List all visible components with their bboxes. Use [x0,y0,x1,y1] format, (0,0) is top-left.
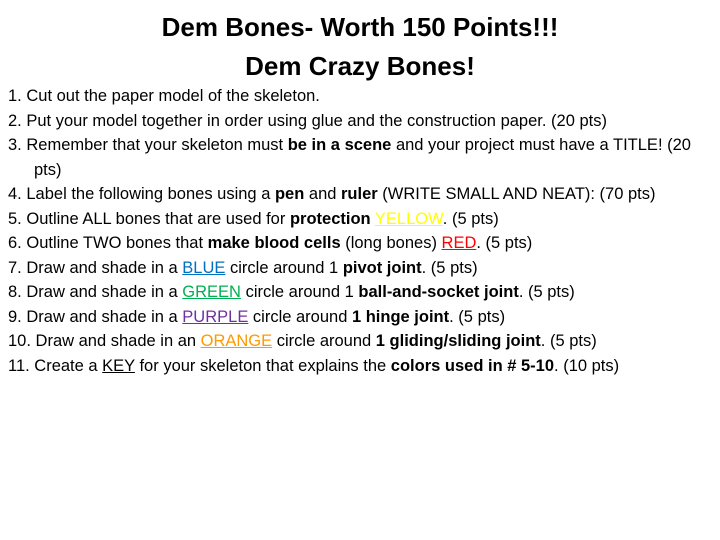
emphasis-text: colors used in # 5-10 [390,356,555,375]
page-title [0,8,720,86]
list-item-text: . (5 pts) [421,258,478,277]
list-item-text: Cut out the paper model of the skeleton. [26,87,320,105]
list-item-text: for your skeleton that explains the [134,356,391,375]
list-item-number: 3. [8,136,27,154]
color-word-blue: BLUE [182,258,226,277]
list-item-text: and [304,185,342,203]
list-item-text: and your project must have a TITLE! (20 pts) [34,136,691,179]
emphasis-text: make blood cells [207,234,341,252]
list-item-number: 10. [8,332,36,350]
list-item-text: . (5 pts) [540,332,597,350]
color-word-red: RED [441,234,477,252]
list-item [8,354,714,379]
emphasis-text: ruler [341,185,378,203]
list-item-text: Remember that your skeleton must [26,136,288,154]
emphasis-text: 1 gliding/sliding joint [375,332,541,350]
list-item-text: circle around 1 [225,258,343,277]
list-item [8,207,714,232]
color-word-orange: ORANGE [200,332,273,350]
list-item-number: 1. [8,87,27,105]
list-item-text: Draw and shade in a [26,258,183,277]
list-item-text: Draw and shade in an [35,332,201,350]
list-item-text: Label the following bones using a [26,185,275,203]
list-item-number: 9. [8,307,27,326]
list-item-text: . (10 pts) [554,356,620,375]
list-item-text: (WRITE SMALL AND NEAT): (70 pts) [377,185,656,203]
list-item [8,231,714,256]
emphasis-text: pen [274,185,305,203]
emphasis-text: protection [289,209,371,228]
list-item-number: 7. [8,258,27,277]
emphasis-text: be in a scene [287,136,392,154]
list-item-text: Draw and shade in a [26,307,183,326]
list-item-number: 11. [8,356,35,375]
list-item-text: . (5 pts) [449,307,506,326]
list-item-text: (long bones) [340,234,442,252]
list-item-number: 6. [8,234,27,252]
color-word-yellow: YELLOW [374,209,443,228]
color-word-green: GREEN [182,283,241,301]
list-item-number: 8. [8,283,27,301]
list-item-text: Create a [34,356,103,375]
list-item [8,182,714,207]
underlined-text: KEY [102,356,135,375]
title-line-1: Dem Bones- Worth 150 Points!!! [161,12,559,42]
emphasis-text: pivot joint [342,258,422,277]
list-item-number: 2. [8,111,27,130]
list-item [8,305,714,330]
list-item [8,133,714,182]
list-item-text: . (5 pts) [476,234,533,252]
list-item-number: 4. [8,185,27,203]
list-item [8,84,714,109]
list-item-text: Outline ALL bones that are used for [26,209,290,228]
list-item-text: Put your model together in order using glue and the construction paper. (20 pts) [26,111,607,130]
list-item [8,109,714,134]
emphasis-text: 1 hinge joint [351,307,450,326]
list-item-text: circle around 1 [240,283,359,301]
title-line-2: Dem Crazy Bones! [245,51,475,81]
list-item-text: . (5 pts) [442,209,499,228]
instruction-list [8,84,714,378]
list-item [8,256,714,281]
list-item-text: Outline TWO bones that [26,234,208,252]
list-item-text: . (5 pts) [518,283,575,301]
list-item-text: circle around [272,332,376,350]
color-word-purple: PURPLE [182,307,249,326]
list-item [8,329,714,354]
emphasis-text: ball-and-socket joint [358,283,519,301]
list-item-number: 5. [8,209,27,228]
list-item [8,280,714,305]
list-item-text: circle around [248,307,352,326]
list-item-text: Draw and shade in a [26,283,183,301]
